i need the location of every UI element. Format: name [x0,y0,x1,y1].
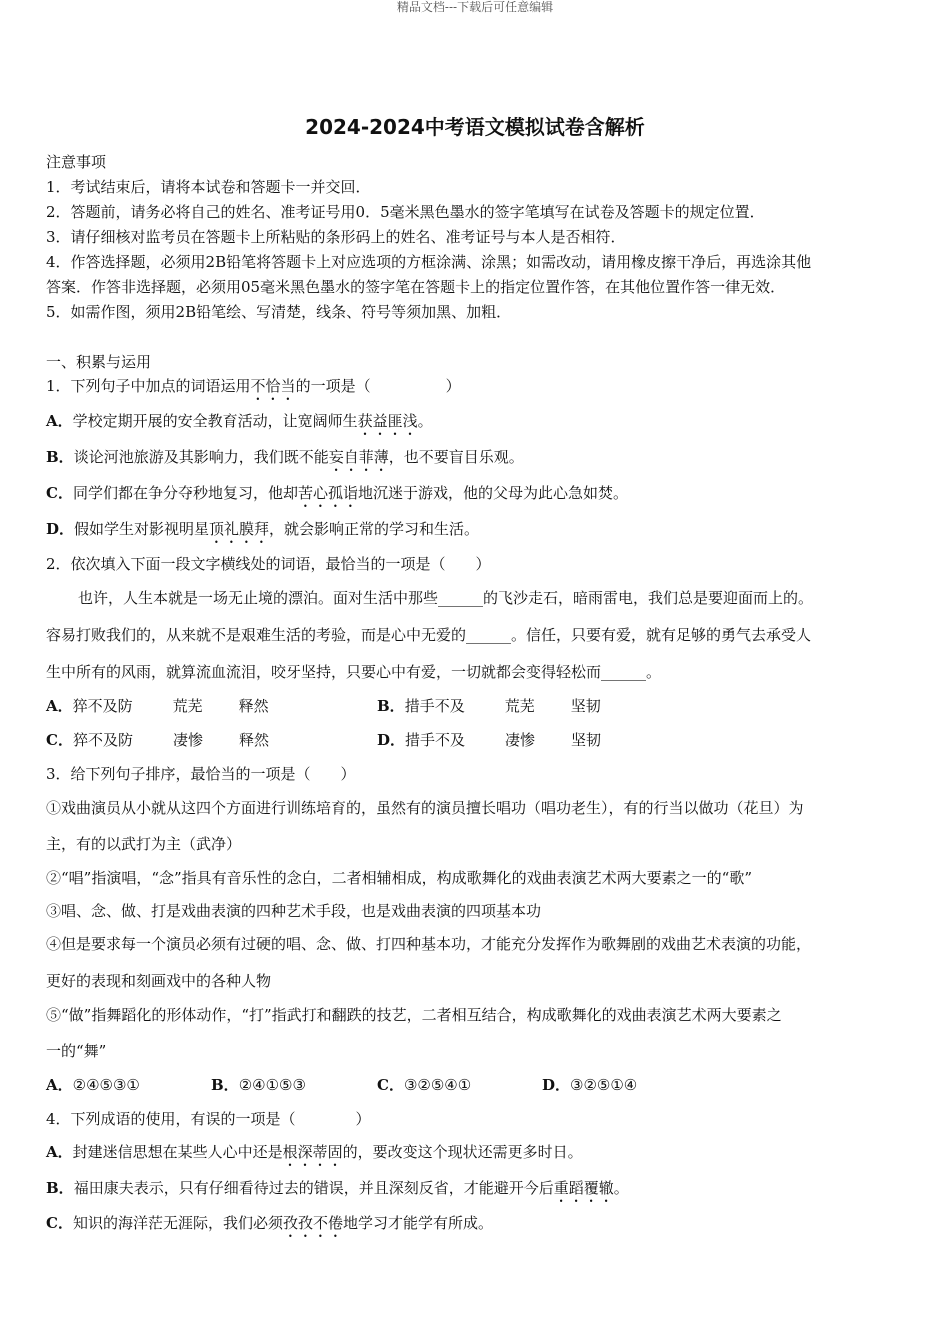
option-word: 荒芜 [172,697,203,715]
section-heading: 一、积累与运用 [46,353,152,371]
notice-item: 1．考试结束后，请将本试卷和答题卡一并交回． [46,178,371,196]
dotted-phrase: 根深蒂固 [282,1143,343,1161]
option-word: 凄惨 [172,731,203,749]
option-label: C． [46,1214,73,1232]
notice-heading: 注意事项 [46,153,107,171]
q2-option-d [377,729,601,751]
q1-stem-text-end: 的一项是（ ） [295,377,461,395]
dotted-phrase: 获益匪浅 [357,412,418,430]
option-label: B． [211,1076,239,1094]
option-word: 猝不及防 [72,731,133,749]
dotted-phrase: 重蹈覆辙 [553,1179,614,1197]
q3-option-b [211,1074,306,1096]
q3-sentence: ②“唱”指演唱，“念”指具有音乐性的念白，二者相辅相成，构成歌舞化的戏曲表演艺术两大要素之一的“歌” [46,869,753,887]
option-text-end: 的，要改变这个现状还需更多时日。 [342,1143,583,1161]
option-label: C． [46,731,73,749]
notice-item: 2．答题前，请务必将自己的姓名、准考证号用0．5毫米黑色墨水的签字笔填写在试卷及答题卡的规定位置． [46,203,765,221]
q4-option-c [46,1212,493,1241]
question-2-stem: 2．依次填入下面一段文字横线处的词语，最恰当的一项是（ ） [46,555,491,573]
option-text-end: ，就会影响正常的学习和生活。 [269,520,480,538]
q2-passage-line: 容易打败我们的，从来就不是艰难生活的考验，而是心中无爱的______。信任，只要有爱，就有足够的勇气去承受人 [46,626,812,644]
question-3-stem: 3．给下列句子排序，最恰当的一项是（ ） [46,765,356,783]
question-1-stem [46,375,461,404]
q3-sentence: ③唱、念、做、打是戏曲表演的四种艺术手段，也是戏曲表演的四项基本功 [46,902,542,920]
q3-sentence: ⑤“做”指舞蹈化的形体动作，“打”指武打和翻跌的技艺，二者相互结合，构成歌舞化的戏曲表演艺术两大要素之 [46,1006,782,1024]
notice-item: 3．请仔细核对监考员在答题卡上所粘贴的条形码上的姓名、准考证号与本人是否相符． [46,228,626,246]
notice-item: 答案．作答非选择题，必须用05毫米黑色墨水的签字笔在答题卡上的指定位置作答，在其他位置作答一律无效． [46,278,786,296]
q3-option-d [542,1074,637,1096]
option-label: D． [46,520,75,538]
option-label: A． [46,1143,73,1161]
option-word: 释然 [238,697,269,715]
option-text: 知识的海洋茫无涯际，我们必须 [72,1214,283,1232]
option-text: 假如学生对影视明星 [74,520,210,538]
option-word: 荒芜 [504,697,535,715]
option-label: D． [377,731,406,749]
option-text: 封建迷信思想在某些人心中还是 [72,1143,283,1161]
q2-option-b [377,695,601,717]
option-label: A． [46,412,73,430]
q3-option-c [377,1074,471,1096]
option-label: B． [46,1179,74,1197]
dotted-phrase: 孜孜不倦 [282,1214,343,1232]
q4-option-b [46,1177,629,1206]
option-text: 谈论河池旅游及其影响力，我们既不能 [73,448,329,466]
option-text-end: 。 [613,1179,629,1197]
q1-stem-text: 1．下列句子中加点的词语运用 [46,377,251,395]
q3-sentence: ④但是要求每一个演员必须有过硬的唱、念、做、打四种基本功，才能充分发挥作为歌舞剧的戏曲艺术表演的功能， [46,935,812,953]
option-label: D． [542,1076,571,1094]
option-text: ③②⑤①④ [570,1076,638,1094]
option-text: ②④⑤③① [72,1076,140,1094]
q1-option-a [46,410,433,439]
q3-option-a [46,1074,140,1096]
q2-option-c [46,729,269,751]
dotted-phrase: 妄自菲薄 [328,448,389,466]
dotted-phrase: 顶礼膜拜 [209,520,270,538]
option-label: B． [46,448,74,466]
q1-option-c [46,482,628,511]
notice-item: 5．如需作图，须用2B铅笔绘、写清楚，线条、符号等须加黑、加粗． [46,303,512,321]
option-text-end: ，也不要盲目乐观。 [388,448,524,466]
q3-sentence: 一的“舞” [46,1042,107,1060]
option-word: 坚韧 [570,697,601,715]
q1-option-b [46,446,524,475]
page-title: 2024-2024中考语文模拟试卷含解析 [305,115,645,139]
q2-option-a [46,695,269,717]
option-text-end: 。 [417,412,433,430]
option-label: A． [46,697,73,715]
option-word: 释然 [238,731,269,749]
option-word: 凄惨 [505,731,536,749]
option-label: C． [377,1076,404,1094]
option-text: 同学们都在争分夺秒地复习，他却 [72,484,298,502]
option-text: 福田康夫表示，只有仔细看待过去的错误，并且深刻反省，才能避开今后 [73,1179,554,1197]
option-label: A． [46,1076,73,1094]
q4-option-a [46,1141,583,1170]
option-word: 措手不及 [405,731,466,749]
option-label: C． [46,484,73,502]
header-watermark: 精品文档---下载后可任意编辑 [396,0,554,14]
q3-sentence: ①戏曲演员从小就从这四个方面进行训练培育的，虽然有的演员擅长唱功（唱功老生），有的行当以做功（花旦）为 [46,799,804,817]
q2-passage-line: 生中所有的风雨，就算流血流泪，咬牙坚持，只要心中有爱，一切就都会变得轻松而______。 [46,663,662,681]
q1-option-d [46,518,479,547]
option-word: 坚韧 [571,731,602,749]
question-4-stem: 4．下列成语的使用，有误的一项是（ ） [46,1110,371,1128]
option-text: 学校定期开展的安全教育活动，让宽阔师生 [72,412,358,430]
option-text: ②④①⑤③ [238,1076,306,1094]
q3-sentence: 更好的表现和刻画戏中的各种人物 [46,972,272,990]
option-text-end: 地沉迷于游戏，他的父母为此心急如焚。 [357,484,628,502]
option-label: B． [377,697,405,715]
q3-sentence: 主，有的以武打为主（武净） [46,835,242,853]
option-text-end: 地学习才能学有所成。 [342,1214,493,1232]
dotted-phrase: 苦心孤诣 [297,484,358,502]
option-word: 措手不及 [404,697,465,715]
q1-stem-emphasis: 不恰当 [250,377,296,395]
q2-passage-line: 也许，人生本就是一场无止境的漂泊。面对生活中那些______的飞沙走石，暗雨雷电，我们总是要迎面而上的。 [78,589,814,607]
option-word: 猝不及防 [72,697,133,715]
option-text: ③②⑤④① [403,1076,472,1094]
notice-item: 4．作答选择题，必须用2B铅笔将答题卡上对应选项的方框涂满、涂黑；如需改动，请用橡皮擦干净后，再选涂其他 [46,253,812,271]
